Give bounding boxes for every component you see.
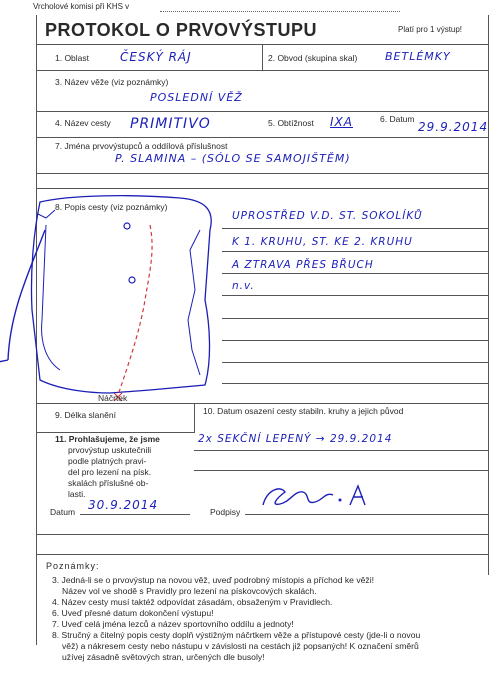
declaration-line: lasti. bbox=[68, 489, 86, 499]
field-4-label: 4. Název cesty bbox=[55, 118, 111, 128]
declaration-line: prvovýstup uskutečnili bbox=[68, 445, 152, 455]
description-rule bbox=[222, 340, 488, 341]
field-1-value: ČESKÝ RÁJ bbox=[120, 50, 192, 64]
field-2-label: 2. Obvod (skupina skal) bbox=[268, 53, 358, 63]
note-item: 4. Název cesty musí taktéž odpovídat zásadám, obsaženým v Pravidlech. bbox=[52, 597, 333, 607]
declaration-line: podle platných pravi- bbox=[68, 456, 147, 466]
description-rule bbox=[222, 251, 488, 252]
validity-note: Platí pro 1 výstup! bbox=[398, 25, 463, 34]
page-title: PROTOKOL O PRVOVÝSTUPU bbox=[45, 20, 318, 40]
signatures-label: Podpisy bbox=[210, 507, 241, 517]
divider-1-2 bbox=[262, 44, 263, 70]
notes-heading: Poznámky: bbox=[46, 561, 100, 571]
field-3-label: 3. Název věže (viz poznámky) bbox=[55, 77, 169, 87]
right-border bbox=[488, 15, 489, 575]
date-value: 30.9.2014 bbox=[88, 498, 159, 512]
divider-2 bbox=[36, 70, 488, 71]
commission-dotted-line bbox=[160, 11, 400, 12]
signature-scribble bbox=[255, 480, 375, 515]
description-line-3: A ZTRAVA PŘES BŘUCH bbox=[232, 259, 374, 271]
note-item: 3. Jedná-li se o prvovýstup na novou věž, uveď podrobný místopis a příchod ke věži! bbox=[52, 575, 374, 585]
note-item: Název vol ve shodě s Pravidly pro lezení na pískovcových skalách. bbox=[62, 586, 317, 596]
field-5-label: 5. Obtížnost bbox=[268, 118, 314, 128]
divider-7 bbox=[36, 403, 488, 404]
field-3-value: POSLEDNÍ VĚŽ bbox=[150, 91, 243, 104]
field-8-label: 8. Popis cesty (viz poznámky) bbox=[55, 202, 168, 212]
field-7-value: P. SLAMINA – (SÓLO SE SAMOJIŠTĚM) bbox=[115, 152, 351, 165]
field-10-label: 10. Datum osazení cesty stabiln. kruhy a jejich původ bbox=[203, 406, 404, 416]
declaration-line: del pro lezení na písk. bbox=[68, 467, 152, 477]
field-10-rule bbox=[194, 450, 488, 451]
field-7-label: 7. Jména prvovýstupců a oddílová příslušnost bbox=[55, 141, 228, 151]
date-label: Datum bbox=[50, 507, 76, 517]
field-5-value: IXA bbox=[330, 115, 353, 129]
declaration-line: skalách příslušné ob- bbox=[68, 478, 149, 488]
description-rule bbox=[222, 362, 488, 363]
note-item: 6. Uveď přesné datum dokončení výstupu! bbox=[52, 608, 214, 618]
divider-6 bbox=[36, 188, 488, 189]
description-rule bbox=[222, 295, 488, 296]
declaration-text bbox=[55, 434, 160, 500]
field-1-label: 1. Oblast bbox=[55, 53, 90, 63]
commission-label: Vrcholové komisi při KHS v bbox=[33, 2, 130, 11]
field-6-value: 29.9.2014 bbox=[418, 120, 489, 134]
field-10-value: 2x SEKČNÍ LEPENÝ → 29.9.2014 bbox=[198, 433, 393, 445]
description-rule bbox=[222, 273, 488, 274]
note-item: 8. Stručný a čitelný popis cesty doplň výstižným náčrtkem věže a přístupové cesty (jde-li o novou bbox=[52, 630, 421, 640]
divider-5 bbox=[36, 173, 488, 174]
description-rule bbox=[222, 228, 488, 229]
notes-list bbox=[52, 575, 482, 663]
note-item: věž) a nákresem cesty nebo nástupu v závislosti na cestách již popsaných! K označení směrů bbox=[62, 641, 419, 651]
date-rule bbox=[80, 514, 190, 515]
field-4-value: PRIMITIVO bbox=[130, 116, 211, 132]
description-line-2: K 1. KRUHU, ST. KE 2. KRUHU bbox=[232, 236, 413, 248]
description-line-1: UPROSTŘED V.D. ST. SOKOLÍKŮ bbox=[232, 210, 423, 222]
field-10-rule bbox=[194, 470, 488, 471]
field-9-label: 9. Délka slanění bbox=[55, 410, 116, 420]
field-2-value: BETLÉMKY bbox=[385, 50, 451, 63]
divider-3 bbox=[36, 111, 488, 112]
declaration-line: 11. Prohlašujeme, že jsme bbox=[55, 434, 160, 444]
divider-10 bbox=[36, 554, 488, 555]
divider-9 bbox=[36, 534, 488, 535]
divider-8 bbox=[36, 432, 194, 433]
description-line-4: n.v. bbox=[232, 280, 255, 292]
sketch-label: Náčrtek bbox=[98, 393, 128, 403]
description-rule bbox=[222, 383, 488, 384]
field-6-label: 6. Datum bbox=[380, 114, 415, 124]
note-item: 7. Uveď celá jména lezců a název sportovního oddílu a jednoty! bbox=[52, 619, 294, 629]
divider-4 bbox=[36, 137, 488, 138]
route-sketch bbox=[0, 190, 230, 410]
note-item: užívej zásadně světových stran, určených dle busoly! bbox=[62, 652, 265, 662]
description-rule bbox=[222, 318, 488, 319]
divider-9-10 bbox=[194, 403, 195, 433]
